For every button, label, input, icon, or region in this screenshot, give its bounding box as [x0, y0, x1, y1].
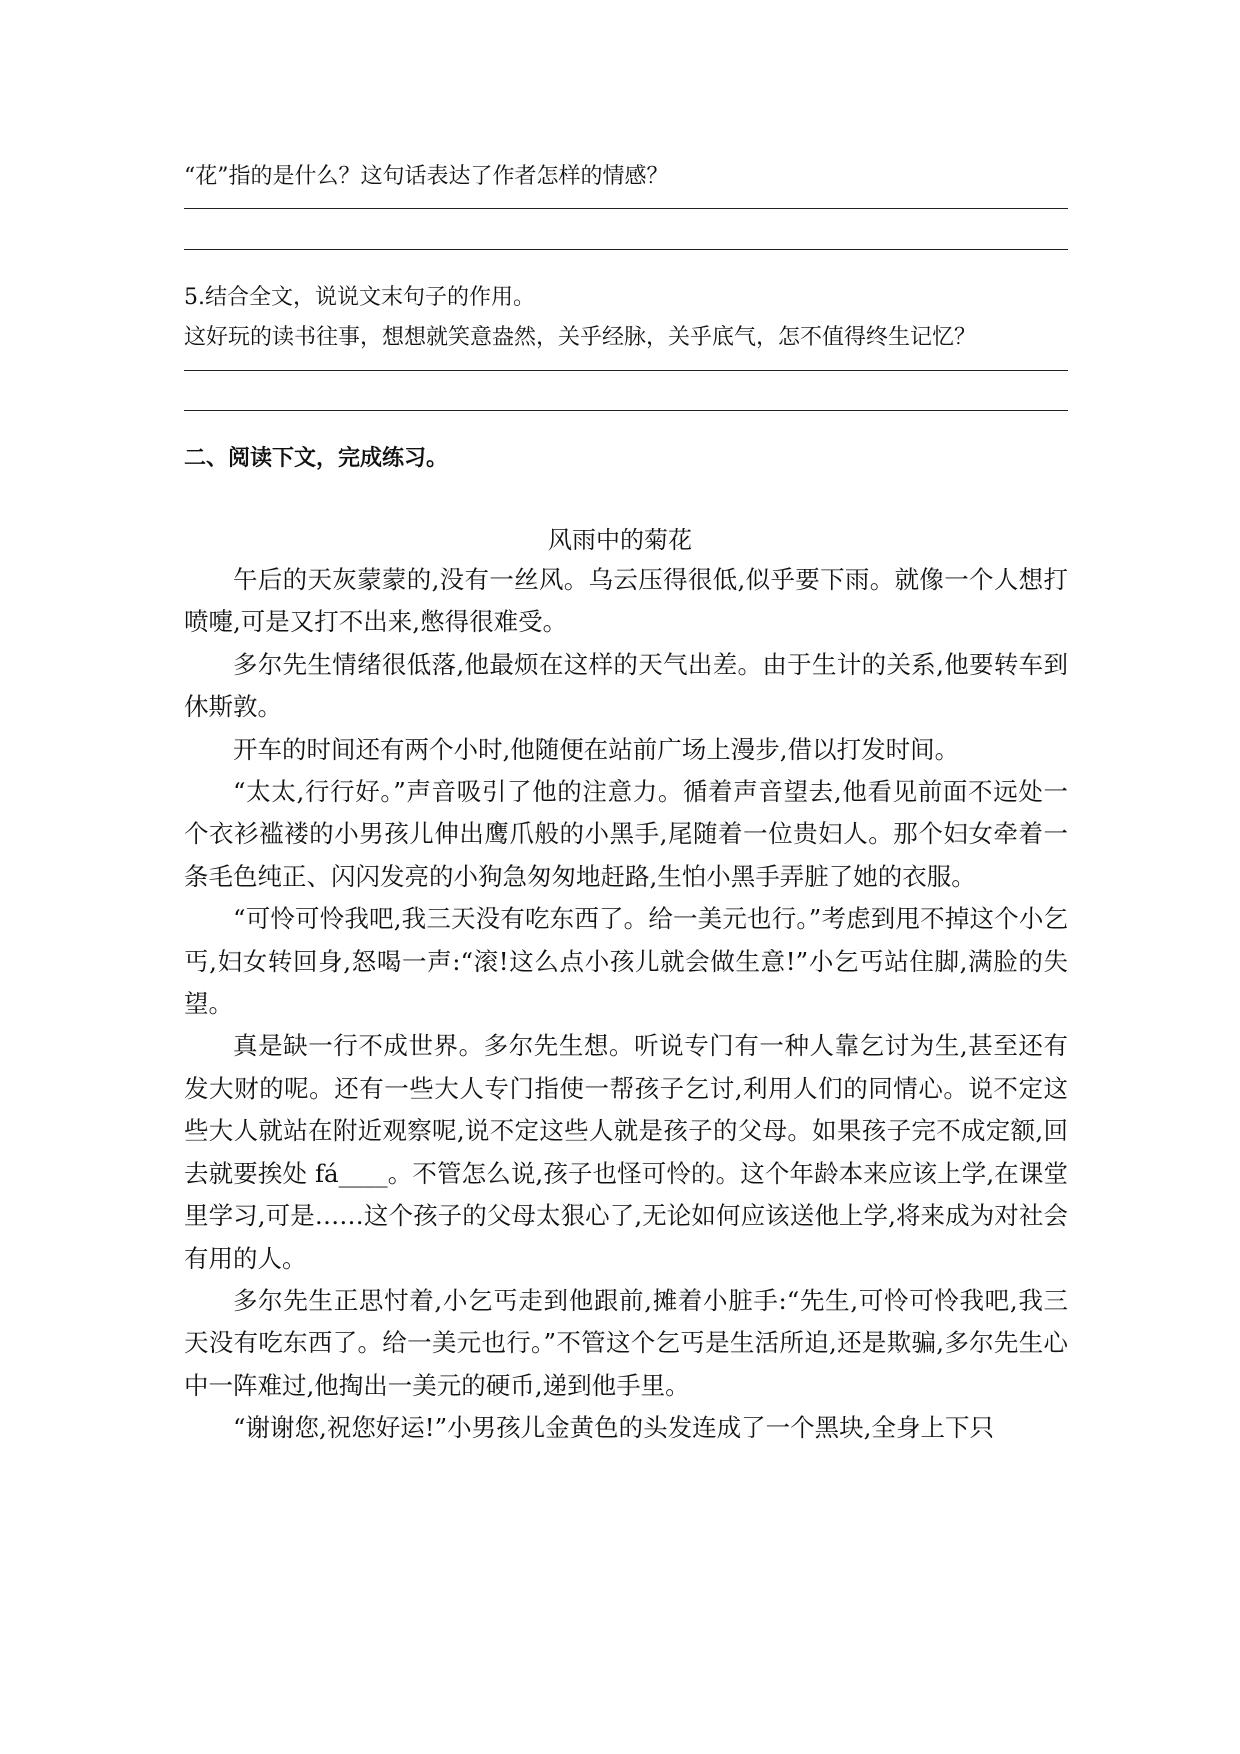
- article-paragraph: 开车的时间还有两个小时,他随便在站前广场上漫步,借以打发时间。: [233, 734, 960, 764]
- section2-heading: 二、阅读下文，完成练习。: [184, 446, 449, 471]
- answer-line-q4-1: [184, 208, 1068, 209]
- answer-line-q5-1: [184, 370, 1068, 371]
- article-paragraph: “可怜可怜我吧,我三天没有吃东西了。给一美元也行。”考虑到甩不掉这个小乞丐,妇女转回身,怒喝一声:“滚!这么点小孩儿就会做生意!”小乞丐站住脚,满脸的失望。: [184, 904, 1068, 1019]
- question5-quote: 这好玩的读书往事，想想就笑意盎然，关乎经脉，关乎底气，怎不值得终生记忆？: [184, 325, 977, 350]
- article-paragraph: 多尔先生正思忖着,小乞丐走到他跟前,摊着小脏手:“先生,可怜可怜我吧,我三天没有吃东西了。给一美元也行。”不管这个乞丐是生活所迫,还是欺骗,多尔先生心中一阵难过,他掏出一美元的硬币,递到他手里。: [184, 1285, 1068, 1400]
- answer-line-q4-2: [184, 249, 1068, 250]
- article-title: 风雨中的菊花: [548, 526, 692, 554]
- article-paragraph: “谢谢您,祝您好运!”小男孩儿金黄色的头发连成了一个黑块,全身上下只: [233, 1413, 994, 1443]
- question4-tail: “花”指的是什么？这句话表达了作者怎样的情感？: [184, 164, 669, 189]
- question5-prompt: 5.结合全文，说说文末句子的作用。: [184, 285, 535, 310]
- article-paragraph: 午后的天灰蒙蒙的,没有一丝风。乌云压得很低,似乎要下雨。就像一个人想打喷嚏,可是又打不出来,憋得很难受。: [184, 565, 1068, 637]
- article-body: [184, 559, 1068, 1450]
- article-paragraph: 真是缺一行不成世界。多尔先生想。听说专门有一种人靠乞讨为生,甚至还有发大财的呢。还有一些大人专门指使一帮孩子乞讨,利用人们的同情心。说不定这些大人就站在附近观察呢,说不定这些人就是孩子的父母。如果孩子完不成定额,回去就要挨处 fá____。不管怎么说,孩子也怪可怜的。这个年龄本来应该上学,在课堂里学习,可是……这个孩子的父母太狠心了,无论如何应该送他上学,将来成为对社会有用的人。: [184, 1031, 1068, 1273]
- article-paragraph: “太太,行行好。”声音吸引了他的注意力。循着声音望去,他看见前面不远处一个衣衫褴褛的小男孩儿伸出鹰爪般的小黑手,尾随着一位贵妇人。那个妇女牵着一条毛色纯正、闪闪发亮的小狗急匆匆地赶路,生怕小黑手弄脏了她的衣服。: [184, 777, 1068, 891]
- article-paragraph: 多尔先生情绪很低落,他最烦在这样的天气出差。由于生计的关系,他要转车到休斯敦。: [184, 649, 1068, 722]
- answer-line-q5-2: [184, 410, 1068, 411]
